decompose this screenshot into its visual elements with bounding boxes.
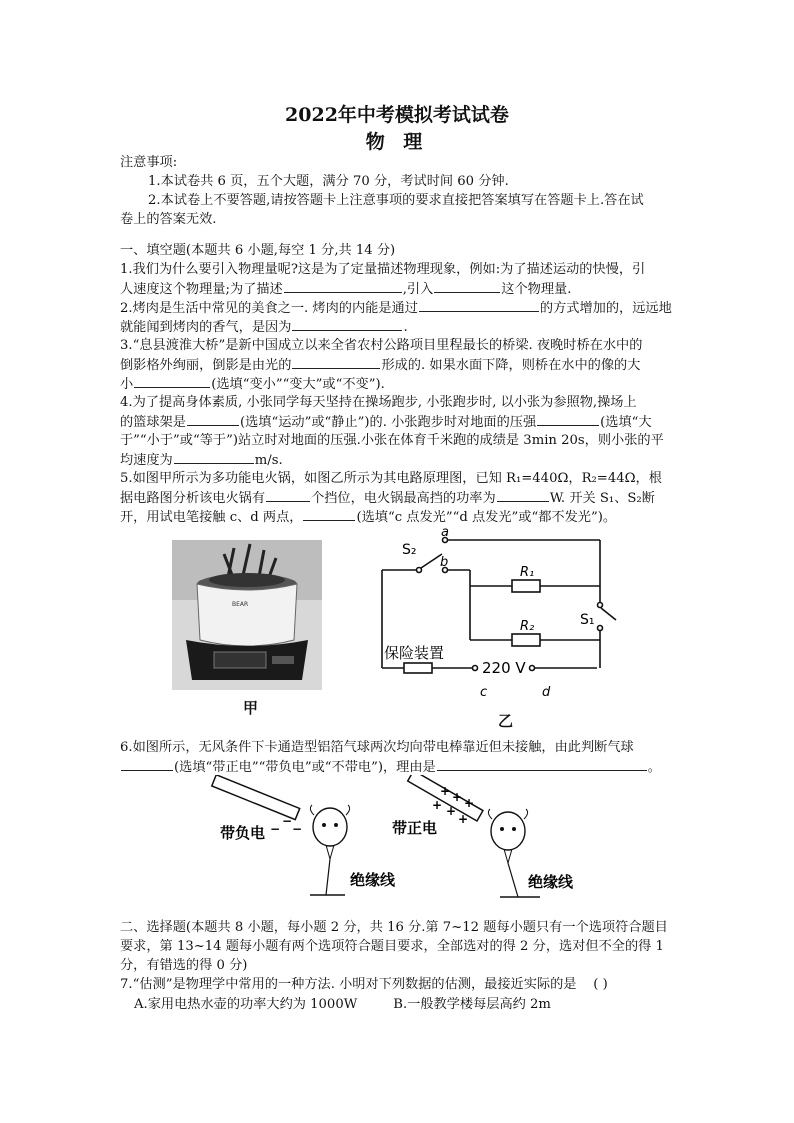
label-c: c [480, 685, 488, 700]
q2-line-1: 2.烤肉是生活中常见的美食之一. 烤肉的内能是通过 的方式增加的，远远地 [120, 298, 680, 318]
label-negative: 带负电 [220, 824, 266, 842]
label-insulating-line-2: 绝缘线 [528, 873, 574, 891]
balloon-left [310, 805, 350, 895]
q6-line-2: (选填“带正电”“带负电”或“不带电”)，理由是 。 [120, 757, 680, 777]
plus-sign: + [440, 784, 451, 798]
hot-pot-brand: BEAR [232, 601, 249, 608]
hot-pot-photo [172, 540, 322, 690]
answer-blank [497, 488, 549, 502]
answer-blank [437, 757, 647, 771]
q1-line-1: 1.我们为什么要引入物理量呢?这是为了定量描述物理现象，例如:为了描述运动的快慢，引 [120, 262, 646, 277]
q7-options [134, 995, 694, 1014]
label-d: d [542, 685, 551, 700]
q1-line-2: 人速度这个物理量;为了描述 ,引入 这个物理量. [120, 279, 680, 299]
figure-jia-caption: 甲 [243, 699, 259, 717]
option-a: A.家用电热水壶的功率大约为 1000W [134, 997, 358, 1012]
section2-heading-line-1: 二、选择题(本题共 8 小题，每小题 2 分，共 16 分.第 7~12 题每小题只有一个选项符合题目 [120, 920, 668, 935]
plus-sign: + [458, 812, 469, 826]
q4-line-1: 4.为了提高身体素质, 小张同学每天坚持在操场跑步, 小张跑步时, 以小张为参照物,操场上 [120, 395, 637, 410]
exam-title: 2022年中考模拟考试试卷 [285, 104, 509, 126]
plus-sign: + [464, 796, 475, 810]
plus-sign: + [452, 790, 463, 804]
minus-sign: − [282, 814, 293, 828]
figure-yi-caption: 乙 [498, 712, 514, 730]
q4-line-3: 于”“小于”或“等于”)站立时对地面的压强.小张在体育千米跑的成绩是 3min 20s，则小张的平 [120, 433, 664, 448]
plus-sign: + [446, 804, 457, 818]
notice-item-2-line-1: 2.本试卷上不要答题,请按答题卡上注意事项的要求直接把答案填写在答题卡上.答在试 [148, 193, 644, 208]
section2-heading-line-2: 要求，第 13~14 题每小题有两个选项符合题目要求，全部选对的得 2 分，选对但不全的得 1 [120, 939, 664, 954]
notice-heading: 注意事项: [120, 155, 178, 170]
section2-heading-line-3: 分，有错选的得 0 分) [120, 958, 248, 973]
circuit-diagram [372, 528, 632, 708]
answer-blank [292, 317, 402, 331]
label-s1: S₁ [580, 612, 595, 628]
answer-paren: ( ) [593, 977, 608, 992]
answer-blank [174, 450, 254, 464]
label-positive: 带正电 [392, 819, 438, 837]
minus-sign: − [270, 822, 281, 836]
answer-blank [292, 355, 380, 369]
option-b: B.一般教学楼每层高约 2m [393, 997, 551, 1012]
section1-heading: 一、填空题(本题共 6 小题,每空 1 分,共 14 分) [120, 243, 396, 258]
answer-blank [187, 412, 239, 426]
minus-sign: − [292, 822, 303, 836]
q5-line-3: 开，用试电笔接触 c、d 两点， (选填“c 点发光”“d 点发光”或“都不发光”)。 [120, 507, 680, 527]
notice-item-2-line-2: 卷上的答案无效. [120, 212, 217, 227]
subject-title: 物 理 [365, 131, 429, 153]
answer-blank [121, 757, 173, 771]
q5-line-1: 5.如图甲所示为多功能电火锅，如图乙所示为其电路原理图，已知 R₁=440Ω，R₂=44Ω，根 [120, 471, 662, 486]
label-s2: S₂ [402, 542, 417, 558]
q3-line-3: 小 (选填“变小”“变大”或“不变”). [120, 374, 680, 394]
q5-line-2: 据电路图分析该电火锅有 个挡位，电火锅最高挡的功率为 W. 开关 S₁、S₂断 [120, 488, 680, 508]
q7-stem: 7.“估测”是物理学中常用的一种方法. 小明对下列数据的估测，最接近实际的是 ( ) [120, 977, 608, 992]
answer-blank [134, 374, 210, 388]
label-r2: R₂ [520, 619, 535, 634]
label-voltage: 220 V [482, 659, 526, 677]
answer-blank [303, 507, 355, 521]
label-insulating-line-1: 绝缘线 [350, 871, 396, 889]
q6-line-1: 6.如图所示，无风条件下卡通造型铝箔气球两次均向带电棒靠近但未接触，由此判断气球 [120, 740, 634, 755]
answer-blank [284, 279, 402, 293]
answer-blank [266, 488, 310, 502]
plus-sign: + [432, 798, 443, 812]
q3-line-1: 3.“息县渡淮大桥”是新中国成立以来全省农村公路项目里程最长的桥梁. 夜晚时桥在水中的 [120, 338, 643, 353]
q2-line-2: 就能闻到烤肉的香气，是因为 . [120, 317, 680, 337]
answer-blank [419, 298, 539, 312]
q3-line-2: 倒影格外绚丽，倒影是由光的 形成的. 如果水面下降，则桥在水中的像的大 [120, 355, 680, 375]
q4-line-2: 的篮球架是 (选填“运动”或“静止”)的. 小张跑步时对地面的压强 (选填“大 [120, 412, 680, 432]
label-fuse: 保险装置 [384, 644, 445, 662]
label-r1: R₁ [520, 565, 535, 580]
notice-item-1: 1.本试卷共 6 页，五个大题，满分 70 分，考试时间 60 分钟. [148, 174, 509, 189]
balloon-figure [200, 775, 620, 905]
answer-blank [434, 279, 500, 293]
answer-blank [537, 412, 599, 426]
label-b: b [440, 555, 449, 570]
label-a: a [441, 528, 449, 540]
q4-line-4: 均速度为 m/s. [120, 450, 680, 470]
